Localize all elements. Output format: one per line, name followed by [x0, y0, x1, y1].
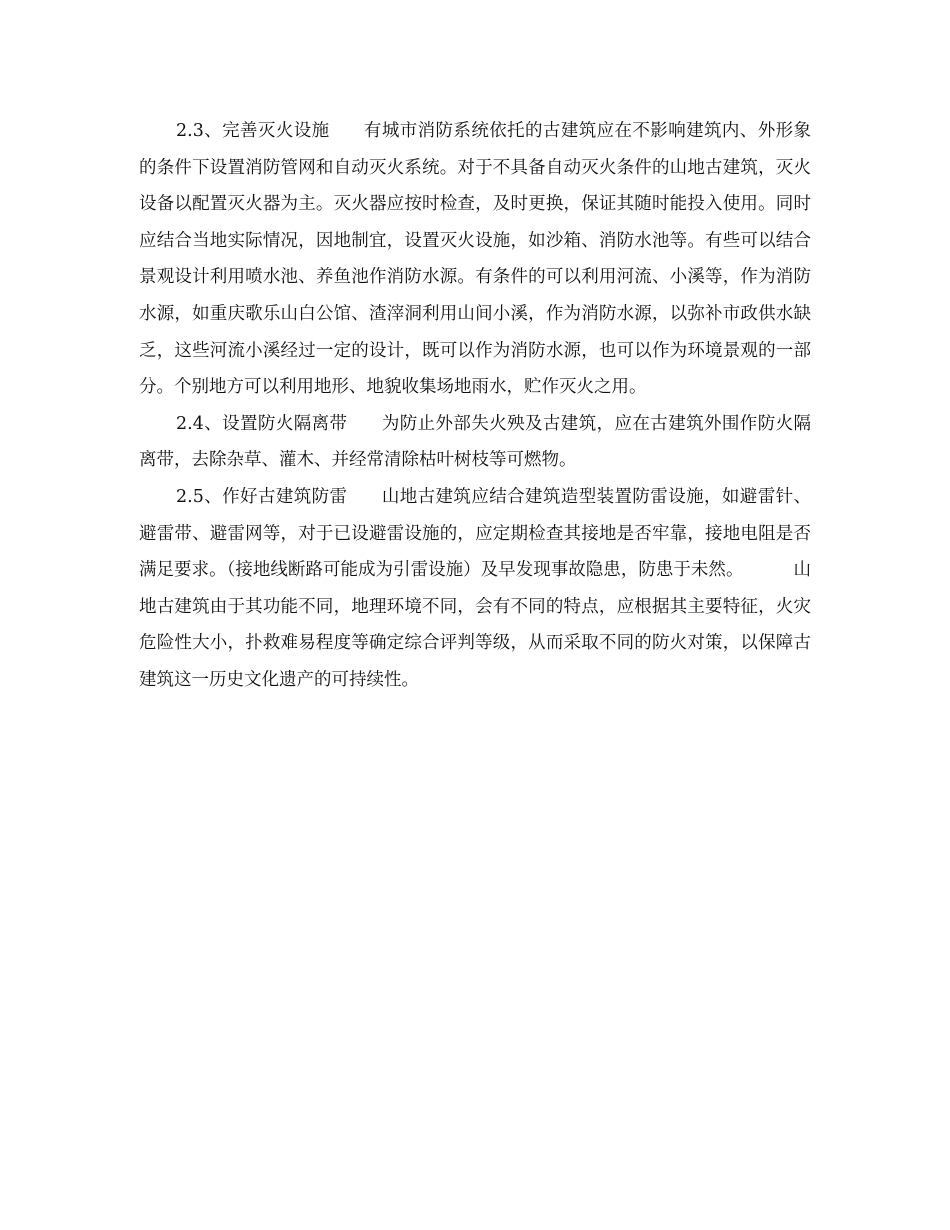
section-2-3-heading: 2.3、完善灭火设施: [176, 121, 330, 141]
section-2-4-body: 为防止外部失火殃及古建筑，应在古建筑外围作防火隔离带，去除杂草、灌木、并经常清除枯叶树枝等可燃物。: [139, 413, 811, 471]
section-2-4-paragraph: [139, 406, 811, 479]
section-2-4-heading: 2.4、设置防火隔离带: [176, 413, 348, 434]
section-2-3-paragraph: [139, 113, 811, 406]
document-body: [139, 113, 811, 699]
section-2-5-body: 山地古建筑应结合建筑造型装置防雷设施，如避雷针、避雷带、避雷网等，对于已设避雷设施的，应定期检查其接地是否牢靠，接地电阻是否满足要求。（接地线断路可能成为引雷设施）及早发现事故隐患，防患于未然。: [139, 486, 811, 581]
section-2-5-heading: 2.5、作好古建筑防雷: [176, 486, 348, 507]
conclusion-text: 山地古建筑由于其功能不同，地理环境不同，会有不同的特点，应根据其主要特征，火灾危险性大小，扑救难易程度等确定综合评判等级，从而采取不同的防火对策，以保障古建筑这一历史文化遗产的可持续性。: [139, 560, 812, 690]
section-2-3-body: 有城市消防系统依托的古建筑应在不影响建筑内、外形象的条件下设置消防管网和自动灭火系统。对于不具备自动灭火条件的山地古建筑，灭火设备以配置灭火器为主。灭火器应按时检查，及时更换，保证其随时能投入使用。同时应结合当地实际情况，因地制宜，设置灭火设施，如沙箱、消防水池等。有些可以结合景观设计利用喷水池、养鱼池作消防水源。有条件的可以利用河流、小溪等，作为消防水源，如重庆歌乐山白公馆、渣滓洞利用山间小溪，作为消防水源，以弥补市政供水缺乏，这些河流小溪经过一定的设计，既可以作为消防水源，也可以作为环境景观的一部分。个别地方可以利用地形、地貌收集场地雨水，贮作灭火之用。: [139, 121, 811, 398]
section-2-5-paragraph: [139, 479, 811, 699]
